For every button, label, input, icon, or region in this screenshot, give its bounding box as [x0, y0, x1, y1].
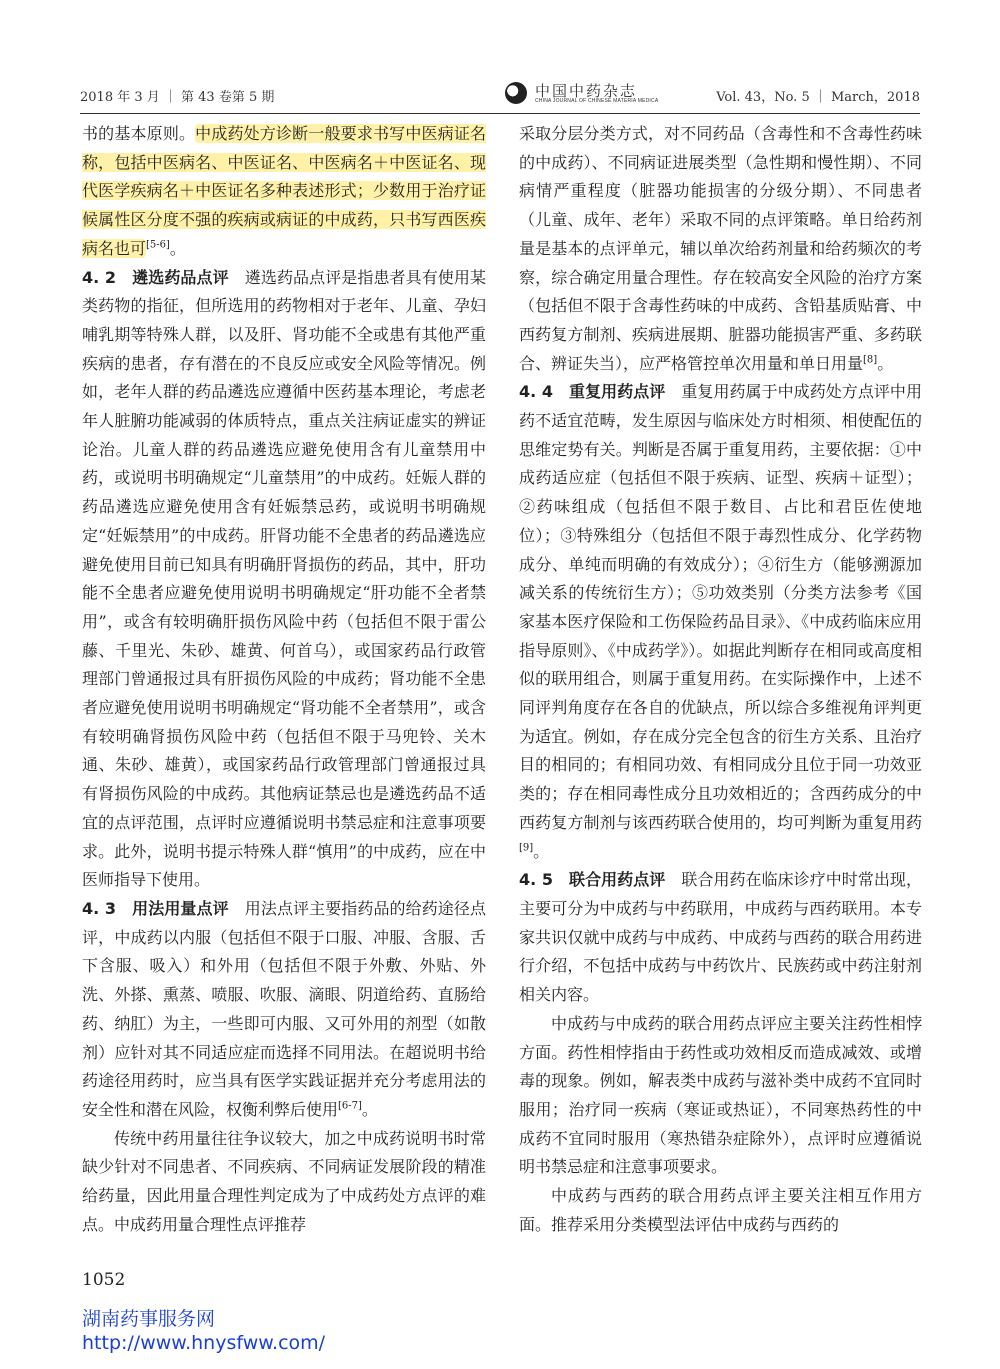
journal-emblem-icon — [505, 82, 527, 104]
section-body: 遴选药品点评是指患者具有使用某类药物的指征，但所选用的药物相对于老年、儿童、孕妇哺乳期等特殊人群，以及肝、肾功能不全或患有其他严重疾病的患者，存有潜在的不良反应或安全风险等情况。例如，老年人群的药品遴选应遵循中医药基本理论，考虑老年人脏腑功能减弱的体质特点，重点关注病证虚实的辨证论治。儿童人群的药品遴选应避免使用含有儿童禁用中药，或说明书明确规定“儿童禁用”的中成药。妊娠人群的药品遴选应避免使用含有妊娠禁忌药，或说明书明确规定“妊娠禁用”的中成药。肝肾功能不全患者的药品遴选应避免使用目前已知具有明确肝肾损伤的药品，其中，肝功能不全患者应避免使用说明书明确规定“肝功能不全者禁用”，或含有较明确肝损伤风险中药（包括但不限于雷公藤、千里光、朱砂、雄黄、何首乌），或国家药品行政管理部门曾通报过具有肝损伤风险的中成药；肾功能不全患者应避免使用说明书明确规定“肾功能不全者禁用”，或含有较明确肾损伤风险中药（包括但不限于马兜铃、关木通、朱砂、雄黄），或国家药品行政管理部门曾通报过具有肾损伤风险的中成药。其他病证禁忌也是遴选药品不适宜的点评范围，点评时应遵循说明书禁忌症和注意事项要求。此外，说明书提示特殊人群“慎用”的中成药，应在中医师指导下使用。 — [82, 267, 486, 890]
watermark-footer — [82, 1307, 325, 1355]
text-run: 。 — [533, 841, 550, 861]
header-rule — [80, 113, 920, 114]
section-heading: 4. 2 遴选药品点评 — [82, 267, 229, 287]
volume-info: Vol. 43，No. 5 ｜ March，2018 — [716, 90, 920, 105]
text-run: 采取分层分类方式，对不同药品（含毒性和不含毒性药味的中成药）、不同病证进展类型（急性期和慢性期）、不同病情严重程度（脏器功能损害的分级分期）、不同患者（儿童、成年、老年）采取不同的点评策略。单日给药剂量是基本的点评单元，辅以单次给药剂量和给药频次的考察，综合确定用量合理性。存在较高安全风险的治疗方案（包括但不限于含毒性药味的中成药、含铅基质贴膏、中西药复方制剂、疾病进展期、脏器功能损害严重、多药联合、辨证失当），应严格管控单次用量和单日用量 — [519, 124, 922, 373]
text-run: 。 — [361, 1099, 378, 1119]
site-link[interactable]: http://www.hnysfww.com/ — [82, 1332, 326, 1354]
section-4-3 — [82, 895, 486, 1125]
citation: [6-7] — [338, 1100, 362, 1112]
page-number: 1052 — [82, 1270, 126, 1290]
citation: [8] — [863, 354, 878, 366]
paragraph-tcm-tcm: 中成药与中成药的联合用药点评应主要关注药性相悖方面。药性相悖指由于药性或功效相反而造成减效、或增毒的现象。例如，解表类中成药与滋补类中成药不宜同时服用；治疗同一疾病（寒证或热证），不同寒热药性的中成药不宜同时服用（寒热错杂症除外），点评时应遵循说明书禁忌症和注意事项要求。 — [519, 1013, 922, 1177]
section-4-4 — [519, 378, 922, 866]
citation: [5-6] — [146, 239, 170, 251]
paragraph-dosage: 传统中药用量往往争议较大，加之中成药说明书时常缺少针对不同患者、不同疾病、不同病证发展阶段的精准给药量，因此用量合理性判定成为了中成药处方点评的难点。中成药用量合理性点评推荐 — [82, 1128, 486, 1234]
section-body: 联合用药在临床诊疗中时常出现，主要可分为中成药与中药联用，中成药与西药联用。本专家共识仅就中成药与中成药、中成药与西药的联合用药进行介绍，不包括中成药与中药饮片、民族药或中药注射剂相关内容。 — [519, 870, 922, 1005]
journal-logo — [505, 80, 705, 108]
section-heading: 4. 5 联合用药点评 — [519, 870, 666, 890]
section-heading: 4. 3 用法用量点评 — [82, 898, 229, 918]
paragraph-tcm-western: 中成药与西药的联合用药点评主要关注相互作用方面。推荐采用分类模型法评估中成药与西药的 — [519, 1186, 922, 1234]
text-run: 。 — [169, 238, 186, 258]
section-heading: 4. 4 重复用药点评 — [519, 382, 666, 402]
section-body: 重复用药属于中成药处方点评中用药不适宜范畴，发生原因与临床处方时相须、相使配伍的思维定势有关。判断是否属于重复用药，主要依据：①中成药适应症（包括但不限于疾病、证型、疾病＋证型）；②药味组成（包括但不限于数目、占比和君臣佐使地位）；③特殊组分（包括但不限于毒烈性成分、化学药物成分、单纯而明确的有效成分）；④衍生方（能够溯源加减关系的传统衍生方）；⑤功效类别（分类方法参考《国家基本医疗保险和工伤保险药品目录》、《中成药临床应用指导原则》、《中成药学》）。如据此判断存在相同或高度相似的联用组合，则属于重复用药。在实际操作中，上述不同评判角度存在各自的优缺点，所以综合多维视角评判更为适宜。例如，存在成分完全包含的衍生方关系、且治疗目的相同的；有相同功效、有相同成分且位于同一功效亚类的；存在相同毒性成分且功效相近的；含西药成分的中西药复方制剂与该西药联合使用的，均可判断为重复用药 — [519, 382, 922, 832]
highlighted-text: 中成药处方诊断一般要求书写中医病证名称，包括中医病名、中医证名、中医病名＋中医证名、现代医学疾病名＋中医证名多种表述形式；少数用于治疗证候属性区分度不强的疾病或病证的中成药，只书写西医疾病名也可 — [82, 124, 486, 258]
left-column — [82, 120, 486, 1239]
section-4-5 — [519, 866, 922, 1010]
text-run: 书的基本原则。 — [82, 124, 196, 143]
paragraph-principles — [82, 120, 486, 264]
journal-subtitle: CHINA JOURNAL OF CHINESE MATERIA MEDICA — [535, 98, 659, 104]
site-name: 湖南药事服务网 — [82, 1308, 216, 1330]
right-column — [519, 120, 922, 1239]
text-run: 。 — [877, 353, 894, 373]
section-body: 用法点评主要指药品的给药途径点评，中成药以内服（包括但不限于口服、冲服、含服、舌下含服、吸入）和外用（包括但不限于外敷、外贴、外洗、外搽、熏蒸、喷服、吹服、滴眼、阴道给药、直肠给药、纳肛）为主，一些即可内服、又可外用的剂型（如散剂）应针对其不同适应症而选择不同用法。在超说明书给药途径用药时，应当具有医学实践证据并充分考虑用法的安全性和潜在风险，权衡利弊后使用 — [82, 898, 486, 1119]
page-header — [80, 80, 920, 106]
issue-info: 2018 年 3 月 ｜ 第 43 卷第 5 期 — [80, 90, 275, 105]
citation: [9] — [519, 842, 534, 854]
journal-title: 中国中药杂志 — [535, 82, 638, 100]
paragraph-dosage-cont — [519, 120, 922, 378]
section-4-2 — [82, 264, 486, 895]
